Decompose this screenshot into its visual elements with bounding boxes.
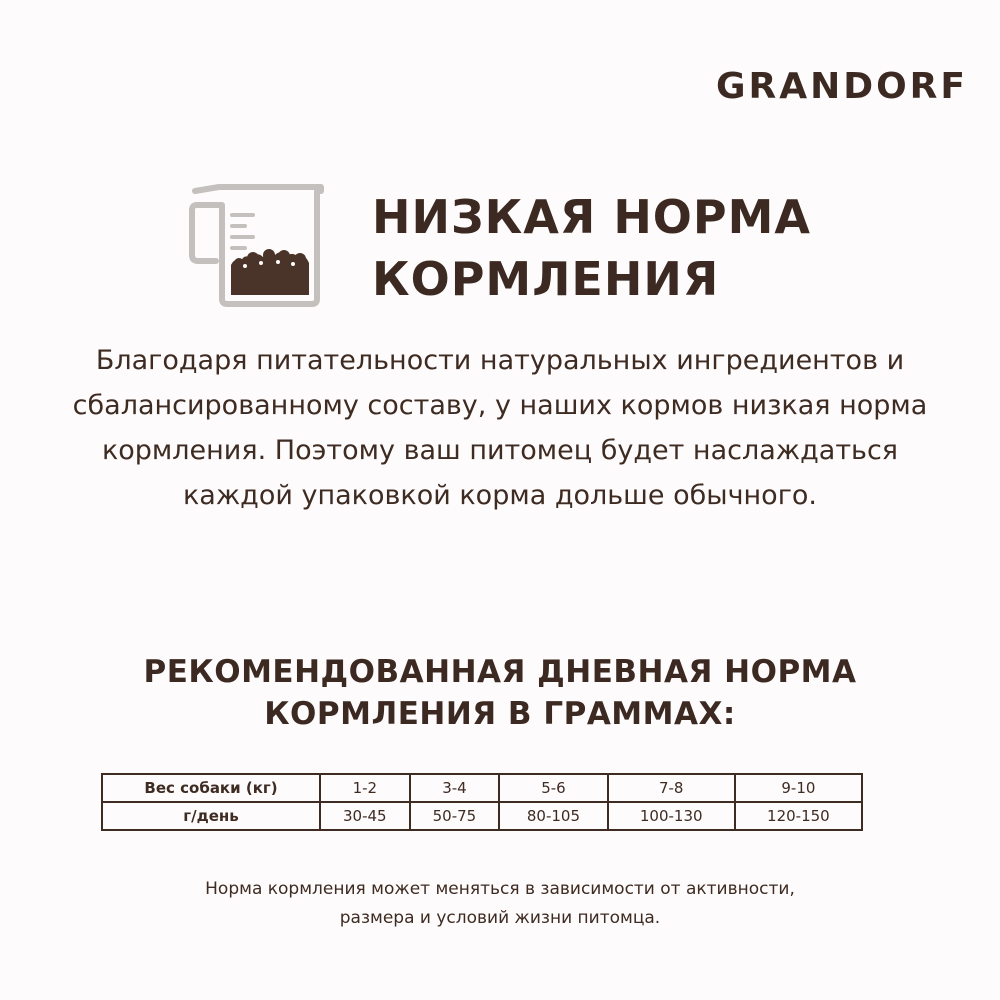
- description-line: кормления. Поэтому ваш питомец будет наслаждаться: [101, 435, 899, 466]
- table-row-header: г/день: [102, 802, 320, 830]
- table-cell: 7-8: [608, 774, 735, 802]
- footnote-line-1: Норма кормления может меняться в зависимости от активности,: [205, 879, 795, 899]
- description-line: каждой упаковкой корма дольше обычного.: [183, 480, 817, 511]
- recommendation-title-line-2: КОРМЛЕНИЯ В ГРАММАХ:: [264, 696, 736, 732]
- table-row-grams: [102, 802, 862, 830]
- description-line: сбалансированному составу, у наших кормов низкая норма: [72, 390, 928, 421]
- table-cell: 50-75: [410, 802, 500, 830]
- measuring-cup-icon: [183, 183, 325, 307]
- page-title-line-2: КОРМЛЕНИЯ: [372, 252, 720, 306]
- description-line: Благодаря питательности натуральных ингредиентов и: [95, 345, 905, 376]
- table-cell: 120-150: [735, 802, 862, 830]
- feeding-table: [101, 773, 863, 831]
- page-title: [372, 186, 811, 310]
- table-cell: 5-6: [499, 774, 607, 802]
- footnote: [0, 875, 1000, 933]
- table-row-header: Вес собаки (кг): [102, 774, 320, 802]
- recommendation-title-line-1: РЕКОМЕНДОВАННАЯ ДНЕВНАЯ НОРМА: [143, 654, 857, 690]
- table-row-weight: [102, 774, 862, 802]
- brand-logo: GRANDORF: [715, 66, 968, 107]
- footnote-line-2: размера и условий жизни питомца.: [339, 908, 661, 928]
- table-cell: 100-130: [608, 802, 735, 830]
- table-cell: 9-10: [735, 774, 862, 802]
- table-cell: 30-45: [320, 802, 410, 830]
- table-cell: 1-2: [320, 774, 410, 802]
- table-cell: 80-105: [499, 802, 607, 830]
- page-title-line-1: НИЗКАЯ НОРМА: [372, 190, 812, 244]
- description-paragraph: [20, 338, 980, 518]
- recommendation-title: [0, 651, 1000, 735]
- table-cell: 3-4: [410, 774, 500, 802]
